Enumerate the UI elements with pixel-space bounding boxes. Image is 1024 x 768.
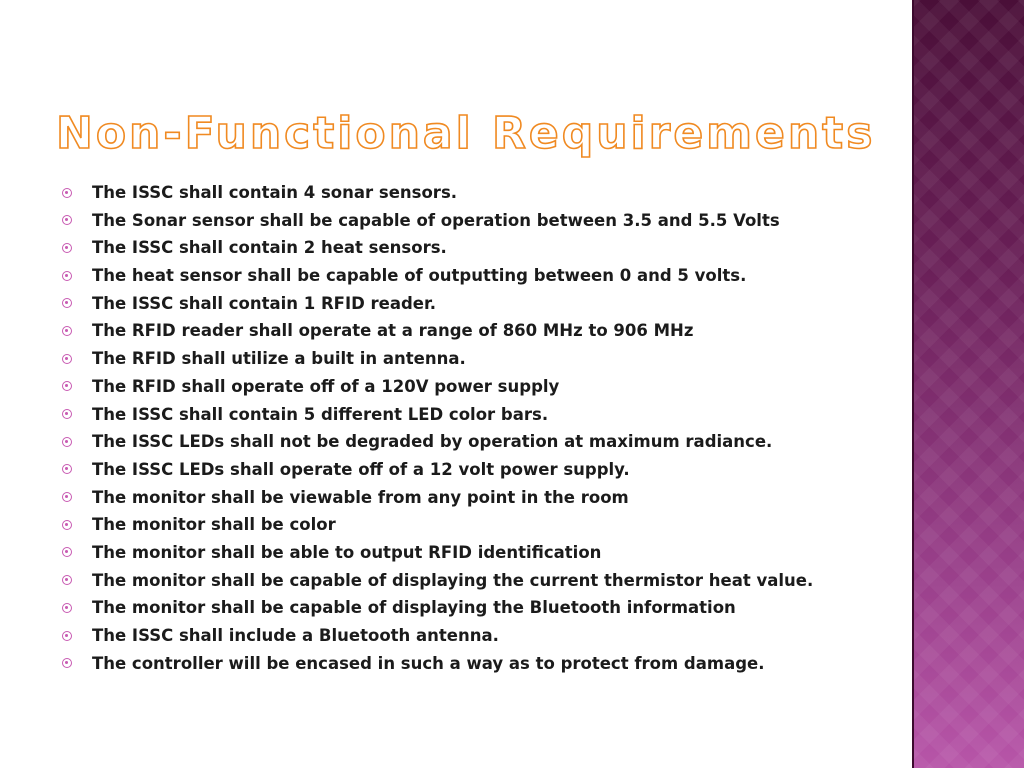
list-item (60, 594, 900, 622)
slide-title: Non-Functional Requirements (56, 108, 876, 159)
list-item-text: The ISSC shall contain 2 heat sensors. (92, 238, 447, 258)
list-item-text: The ISSC LEDs shall not be degraded by operation at maximum radiance. (92, 432, 773, 452)
requirements-list (60, 179, 900, 677)
list-item (60, 345, 900, 373)
list-item-text: The monitor shall be color (92, 515, 336, 535)
circle-dot-bullet-icon (62, 603, 72, 613)
circle-dot-bullet-icon (62, 354, 72, 364)
list-item (60, 650, 900, 678)
list-item (60, 456, 900, 484)
list-item (60, 262, 900, 290)
circle-dot-bullet-icon (62, 271, 72, 281)
list-item-text: The RFID shall utilize a built in antenna. (92, 349, 466, 369)
list-item-text: The monitor shall be capable of displaying the Bluetooth information (92, 598, 736, 618)
circle-dot-bullet-icon (62, 381, 72, 391)
list-item (60, 179, 900, 207)
list-item-text: The monitor shall be able to output RFID identification (92, 542, 602, 562)
list-item (60, 234, 900, 262)
circle-dot-bullet-icon (62, 188, 72, 198)
list-item-text: The RFID shall operate off of a 120V power supply (92, 376, 560, 396)
circle-dot-bullet-icon (62, 437, 72, 447)
circle-dot-bullet-icon (62, 298, 72, 308)
list-item-text: The controller will be encased in such a way as to protect from damage. (92, 653, 765, 673)
circle-dot-bullet-icon (62, 520, 72, 530)
circle-dot-bullet-icon (62, 409, 72, 419)
circle-dot-bullet-icon (62, 464, 72, 474)
list-item-text: The ISSC shall contain 4 sonar sensors. (92, 183, 458, 202)
decorative-side-panel (912, 0, 1024, 768)
list-item (60, 401, 900, 429)
list-item (60, 567, 900, 595)
list-item (60, 317, 900, 345)
circle-dot-bullet-icon (62, 492, 72, 502)
list-item (60, 484, 900, 512)
list-item-text: The monitor shall be capable of displaying the current thermistor heat value. (92, 570, 814, 590)
circle-dot-bullet-icon (62, 658, 72, 668)
circle-dot-bullet-icon (62, 326, 72, 336)
list-item-text: The RFID reader shall operate at a range of 860 MHz to 906 MHz (92, 321, 694, 341)
list-item (60, 428, 900, 456)
list-item-text: The ISSC LEDs shall operate off of a 12 volt power supply. (92, 459, 630, 479)
list-item (60, 373, 900, 401)
list-item-text: The ISSC shall include a Bluetooth antenna. (92, 626, 499, 645)
list-item-text: The monitor shall be viewable from any point in the room (92, 487, 629, 507)
circle-dot-bullet-icon (62, 243, 72, 253)
circle-dot-bullet-icon (62, 215, 72, 225)
list-item (60, 290, 900, 318)
list-item (60, 622, 900, 650)
list-item (60, 511, 900, 539)
list-item-text: The ISSC shall contain 5 different LED color bars. (92, 404, 549, 424)
list-item (60, 539, 900, 567)
list-item (60, 207, 900, 235)
list-item-text: The heat sensor shall be capable of outputting between 0 and 5 volts. (92, 266, 747, 286)
circle-dot-bullet-icon (62, 575, 72, 585)
circle-dot-bullet-icon (62, 631, 72, 641)
circle-dot-bullet-icon (62, 547, 72, 557)
list-item-text: The Sonar sensor shall be capable of operation between 3.5 and 5.5 Volts (92, 210, 780, 230)
list-item-text: The ISSC shall contain 1 RFID reader. (92, 293, 437, 313)
